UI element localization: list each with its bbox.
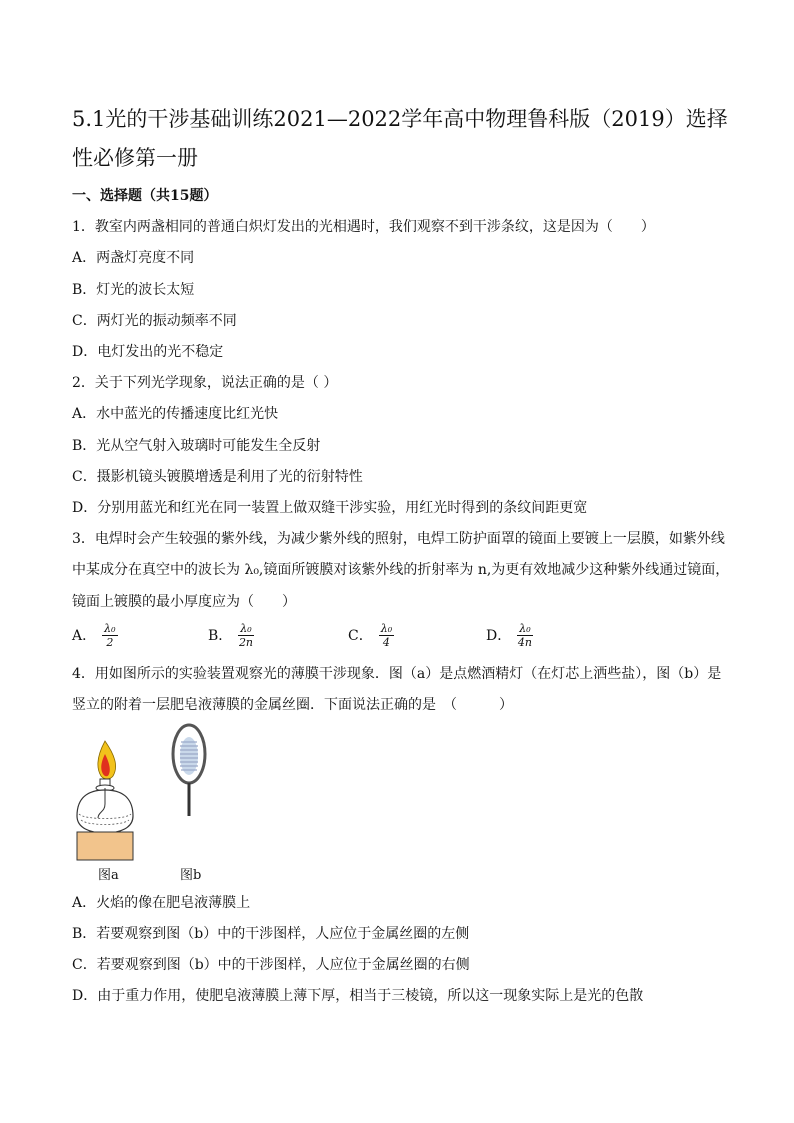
option-label: A．: [72, 627, 97, 644]
fraction: [102, 623, 117, 648]
question-2-option-a: A．水中蓝光的传播速度比红光快: [72, 406, 279, 422]
question-4-stem-line-1: 4．用如图所示的实验装置观察光的薄膜干涉现象．图（a）是点燃酒精灯（在灯芯上洒些盐），图（b）是: [72, 666, 722, 682]
soap-film-wire-loop-figure: [164, 722, 214, 818]
question-3-stem-line-3: 镜面上镀膜的最小厚度应为（ ）: [72, 594, 296, 610]
question-3-option-b: [208, 623, 254, 648]
figure-a-caption: 图a: [98, 868, 119, 883]
fraction-numerator: λ₀: [104, 622, 116, 635]
fraction-numerator: λ₀: [240, 622, 252, 635]
figure-b-caption: 图b: [180, 868, 202, 883]
fraction: [238, 623, 253, 648]
fraction-denominator: 2n: [238, 636, 254, 649]
section-heading: 一、选择题（共15题）: [72, 188, 218, 204]
question-2-option-d: D．分别用蓝光和红光在同一装置上做双缝干涉实验，用红光时得到的条纹间距更宽: [72, 500, 588, 516]
question-3-option-a: [72, 623, 118, 648]
question-2-stem: 2．关于下列光学现象，说法正确的是（ ）: [72, 375, 338, 391]
question-3-option-c: [348, 623, 394, 648]
question-1-option-d: D．电灯发出的光不稳定: [72, 344, 224, 360]
question-1-option-b: B．灯光的波长太短: [72, 282, 195, 298]
option-label: C．: [348, 627, 373, 644]
fraction: [517, 623, 532, 648]
question-3-option-d: [486, 623, 533, 648]
question-3-stem-line-2: 中某成分在真空中的波长为 λ₀,镜面所镀膜对该紫外线的折射率为 n,为更有效地减少这种紫外线通过镜面，: [72, 562, 730, 578]
alcohol-lamp-figure: [68, 736, 158, 862]
option-label: B．: [208, 627, 233, 644]
question-4-option-d: D．由于重力作用，使肥皂液薄膜上薄下厚，相当于三棱镜，所以这一现象实际上是光的色散: [72, 988, 644, 1004]
fraction-numerator: λ₀: [380, 622, 393, 635]
question-3-stem-line-1: 3．电焊时会产生较强的紫外线，为减少紫外线的照射，电焊工防护面罩的镜面上要镀上一层膜，如紫外线: [72, 531, 725, 547]
question-4-stem-line-2: 竖立的附着一层肥皂液薄膜的金属丝圈．下面说法正确的是 （ ）: [72, 697, 513, 713]
question-4-option-c: C．若要观察到图（b）中的干涉图样，人应位于金属丝圈的右侧: [72, 957, 470, 973]
fraction-numerator: λ₀: [519, 622, 531, 635]
question-4-option-b: B．若要观察到图（b）中的干涉图样，人应位于金属丝圈的左侧: [72, 926, 470, 942]
fraction-denominator: 2: [106, 636, 114, 649]
question-2-option-b: B．光从空气射入玻璃时可能发生全反射: [72, 438, 321, 454]
question-4-option-a: A．火焰的像在肥皂液薄膜上: [72, 895, 251, 911]
page-title: 5.1光的干涉基础训练2021—2022学年高中物理鲁科版（2019）选择性必修第一册: [72, 107, 728, 170]
question-2-option-c: C．摄影机镜头镀膜增透是利用了光的衍射特性: [72, 469, 363, 485]
question-1-option-a: A．两盏灯亮度不同: [72, 250, 195, 266]
fraction-denominator: 4: [382, 636, 390, 649]
option-label: D．: [486, 627, 512, 644]
flame-icon: [98, 741, 116, 779]
fraction: [379, 623, 394, 648]
question-1-stem: 1．教室内两盏相同的普通白炽灯发出的光相遇时，我们观察不到干涉条纹，这是因为（ ）: [72, 219, 655, 235]
fraction-denominator: 4n: [517, 636, 532, 649]
question-1-option-c: C．两灯光的振动频率不同: [72, 313, 237, 329]
